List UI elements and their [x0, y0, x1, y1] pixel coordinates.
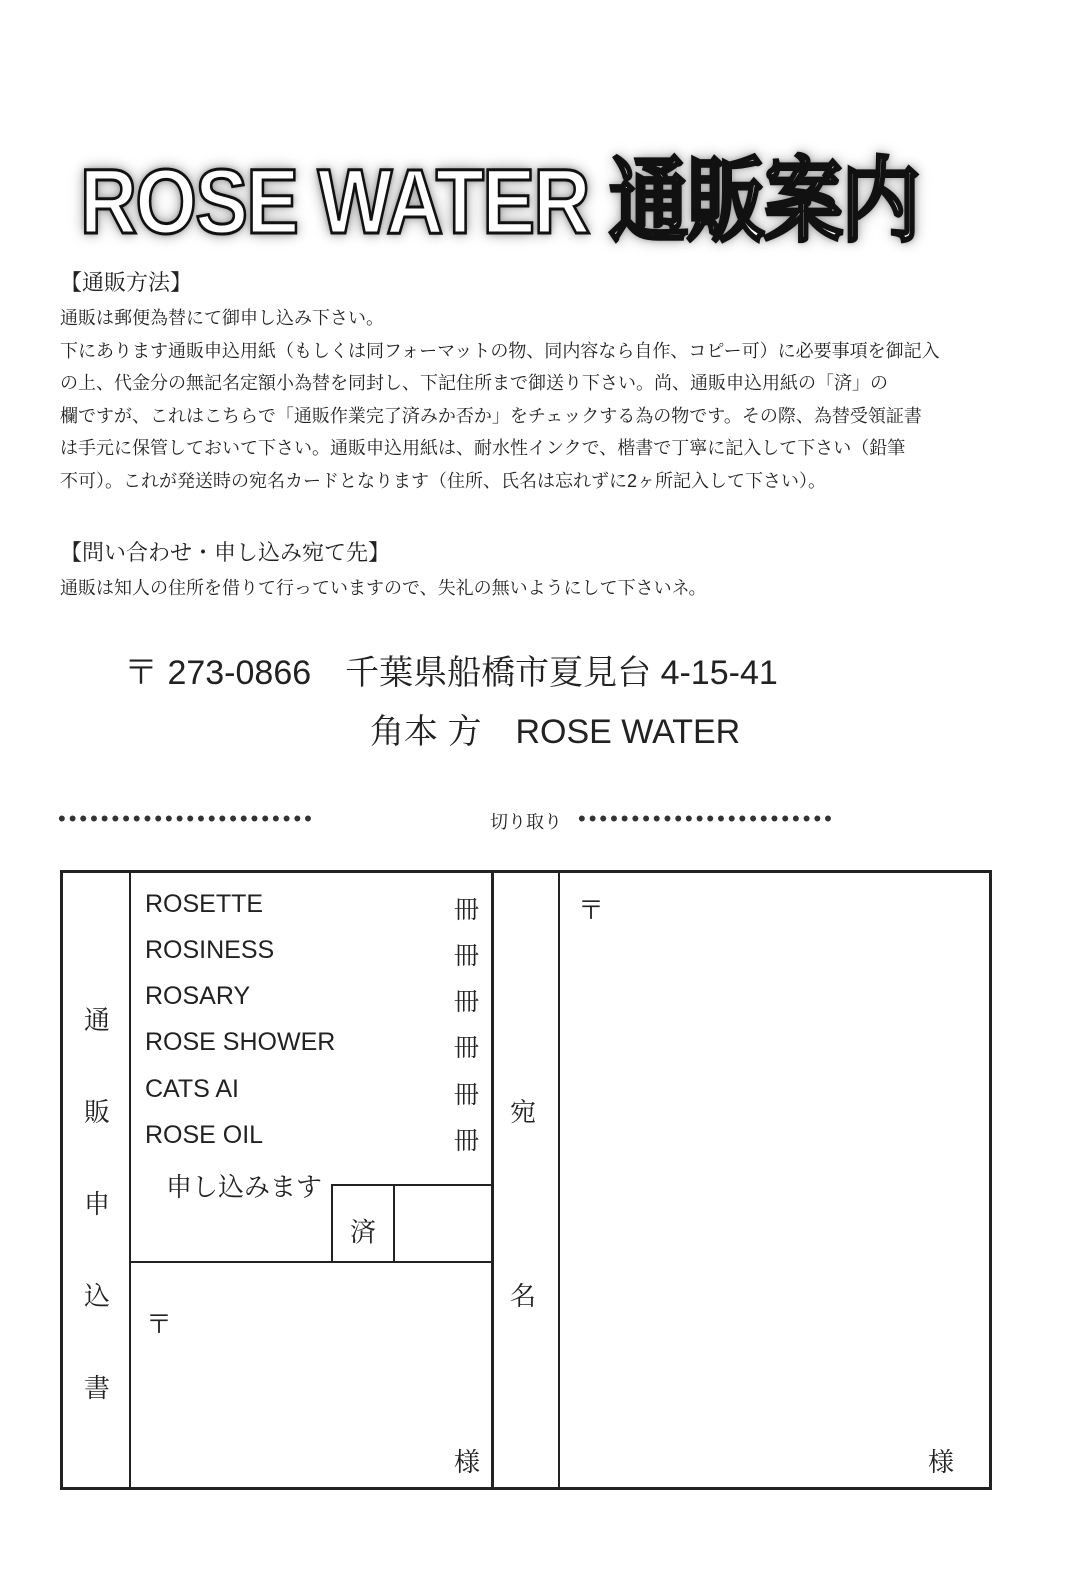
text-line: 通販は郵便為替にて御申し込み下さい。 — [60, 308, 384, 328]
address-line: 角本 方 ROSE WATER — [370, 713, 741, 751]
text-line: 不可）。これが発送時の宛名カードとなります（住所、氏名は忘れずに2ヶ所記入して下さい）。 — [60, 470, 827, 491]
item-rosette: ROSETTE — [145, 890, 264, 918]
cut-label: 切り取り — [490, 812, 562, 832]
quantity-unit[interactable]: 冊 — [454, 988, 480, 1016]
addressee-label: 宛 — [510, 1097, 537, 1127]
cut-line: •••••••••••••••••••••••• — [578, 806, 835, 831]
form-side-label: 申 — [84, 1189, 111, 1219]
item-rosary: ROSARY — [145, 982, 251, 1010]
item-rosiness: ROSINESS — [145, 936, 275, 964]
quantity-unit[interactable]: 冊 — [454, 896, 480, 924]
addressee-postal-mark: 〒 — [578, 895, 605, 925]
section-heading: 【問い合わせ・申し込み宛て先】 — [60, 540, 391, 565]
cut-line: •••••••••••••••••••••••• — [58, 806, 315, 831]
item-cats-ai: CATS AI — [145, 1075, 240, 1103]
section-heading: 【通販方法】 — [60, 270, 193, 295]
done-label: 済 — [350, 1217, 377, 1247]
item-rose-oil: ROSE OIL — [145, 1121, 264, 1149]
quantity-unit[interactable]: 冊 — [454, 1127, 480, 1155]
item-rose-shower: ROSE SHOWER — [145, 1028, 336, 1056]
apply-label: 申し込みます — [166, 1172, 323, 1202]
quantity-unit[interactable]: 冊 — [454, 1034, 480, 1062]
sender-sama: 様 — [454, 1447, 481, 1477]
form-side-label: 通 — [84, 1005, 111, 1035]
page-title: ROSE WATER 通販案内 — [80, 151, 919, 253]
address-line: 〒 273-0866 千葉県船橋市夏見台 4-15-41 — [124, 654, 778, 692]
form-side-label: 書 — [84, 1373, 111, 1403]
addressee-label: 名 — [510, 1281, 537, 1311]
quantity-unit[interactable]: 冊 — [454, 942, 480, 970]
text-line: 下にあります通販申込用紙（もしくは同フォーマットの物、同内容なら自作、コピー可）に必要事項を御記入 — [60, 340, 940, 361]
quantity-unit[interactable]: 冊 — [454, 1081, 480, 1109]
text-line: 欄ですが、これはこちらで「通販作業完了済みか否か」をチェックする為の物です。その際、為替受領証書 — [60, 405, 922, 426]
text-line: 通販は知人の住所を借りて行っていますので、失礼の無いようにして下さいネ。 — [60, 578, 707, 598]
form-side-label: 販 — [84, 1097, 111, 1127]
form-side-label: 込 — [84, 1281, 111, 1311]
text-line: は手元に保管しておいて下さい。通販申込用紙は、耐水性インクで、楷書で丁寧に記入して下さい（鉛筆 — [60, 438, 906, 458]
text-line: の上、代金分の無記名定額小為替を同封し、下記住所まで御送り下さい。尚、通販申込用紙の「済」の — [60, 373, 888, 393]
paragraph — [60, 302, 940, 497]
addressee-sama: 様 — [928, 1447, 955, 1477]
sender-postal-mark: 〒 — [146, 1309, 173, 1339]
